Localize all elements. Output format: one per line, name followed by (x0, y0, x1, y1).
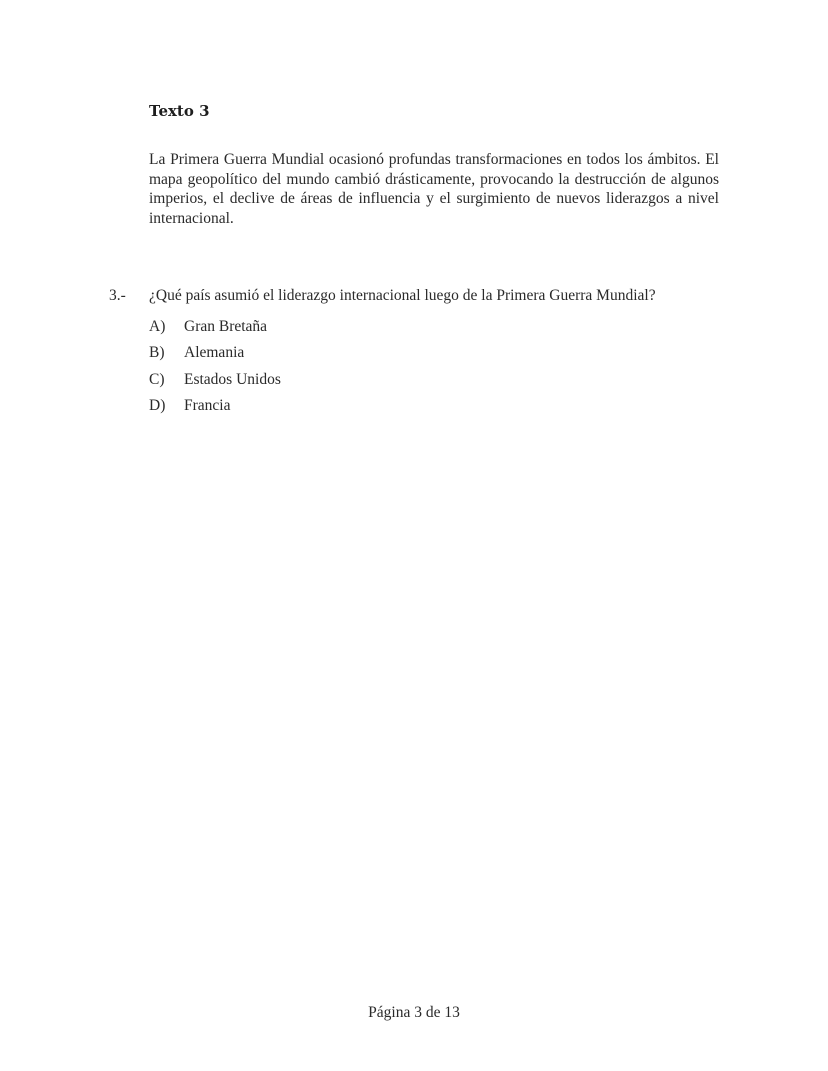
option-c[interactable] (149, 371, 281, 397)
option-label: Gran Bretaña (184, 318, 268, 335)
option-letter: B) (149, 344, 165, 362)
section-title: Texto 3 (149, 102, 210, 120)
option-letter: C) (149, 370, 165, 388)
question-text: ¿Qué país asumió el liderazgo internacional luego de la Primera Guerra Mundial? (149, 287, 656, 304)
reading-passage: La Primera Guerra Mundial ocasionó profundas transformaciones en todos los ámbitos. El mapa geopolítico del mundo cambió drásticamente, provocando la destrucción de algunos imperios, el declive de áreas de influencia y el surgimiento de nuevos liderazgos a nivel internacional. (149, 151, 719, 227)
question-number: 3.- (109, 287, 126, 304)
option-a[interactable] (149, 318, 281, 344)
option-label: Estados Unidos (184, 370, 281, 388)
page-number: Página 3 de 13 (368, 1004, 460, 1021)
option-label: Francia (184, 397, 231, 415)
answer-options (149, 318, 281, 424)
option-label: Alemania (184, 344, 245, 362)
option-letter: A) (149, 318, 166, 335)
option-b[interactable] (149, 344, 281, 370)
option-letter: D) (149, 397, 166, 415)
option-d[interactable] (149, 397, 281, 423)
